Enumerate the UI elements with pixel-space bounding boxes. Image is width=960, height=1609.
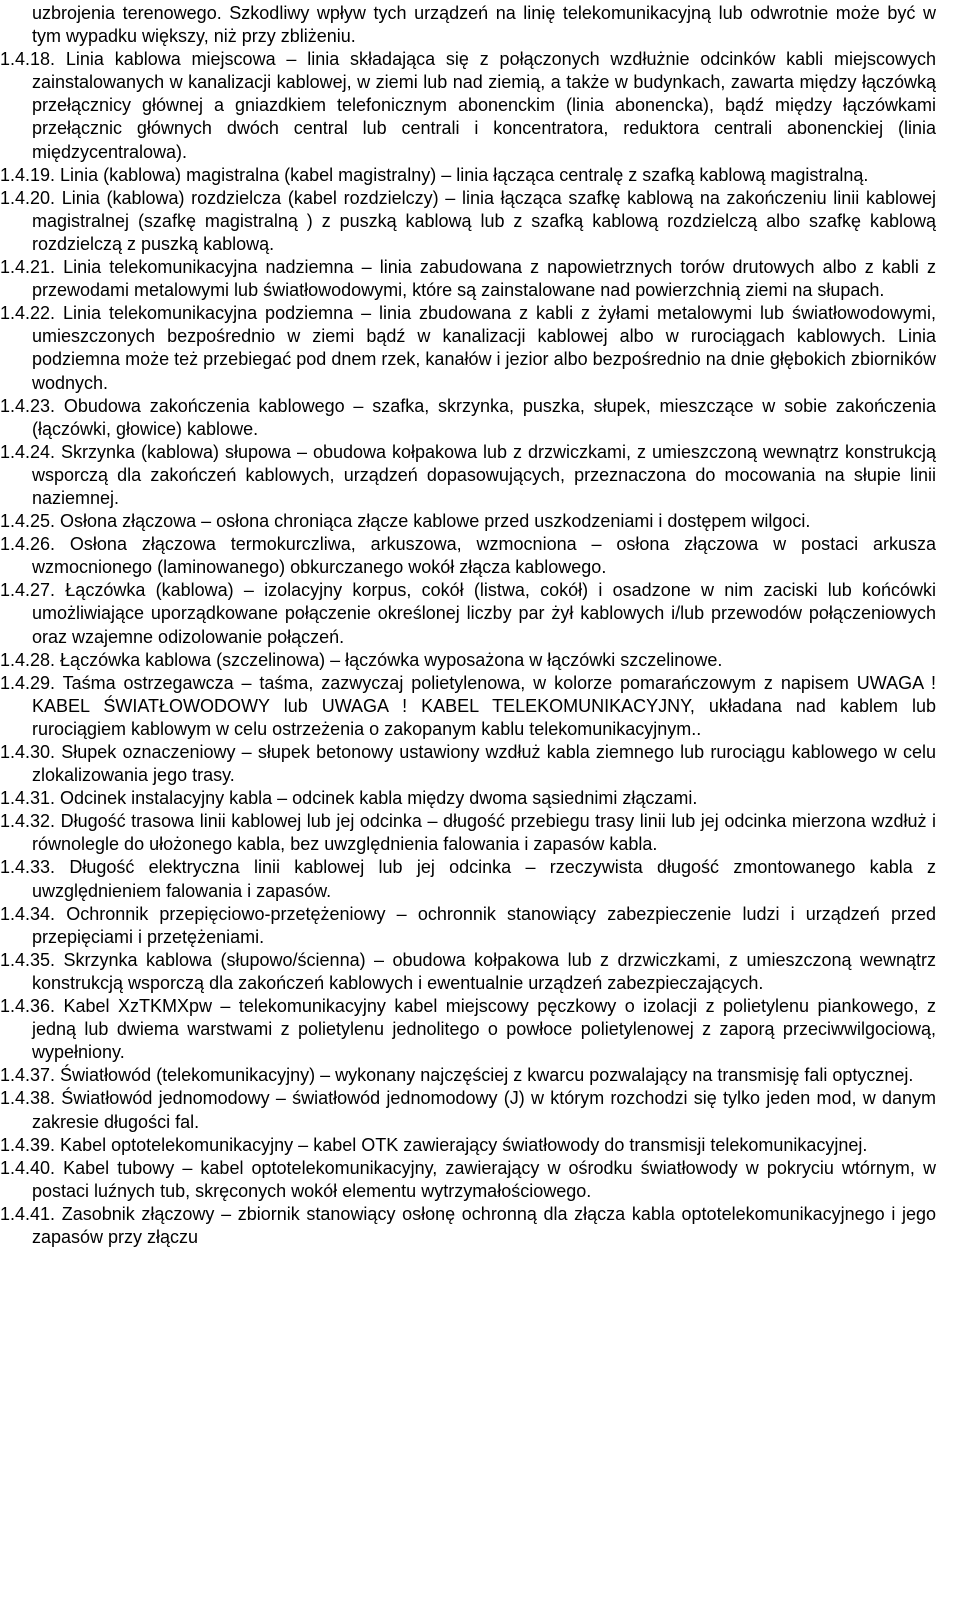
definition-text: Linia (kablowa) magistralna (kabel magistralny) – linia łącząca centralę z szafką kablową magistralną. [60, 164, 869, 185]
definition-number: 1.4.36. [0, 996, 64, 1017]
definitions-list [0, 48, 937, 1249]
definition-item [0, 649, 936, 672]
definition-text: Skrzynka kablowa (słupowo/ścienna) – obudowa kołpakowa lub z drzwiczkami, z umieszczoną wewnątrz konstrukcją wsporczą dla zakończeń kablowych i ewentualnie urządzeń zabezpieczających. [32, 949, 937, 993]
definition-number: 1.4.31. [0, 788, 61, 809]
definition-text: Osłona złączowa – osłona chroniąca złącze kablowe przed uszkodzeniami i dostępem wilgoci. [60, 511, 811, 532]
definition-item [0, 441, 936, 510]
definition-text: Linia telekomunikacyjna nadziemna – linia zabudowana z napowietrznych torów drutowych albo z kabli z przewodami metalowymi lub światłowodowymi, które są zainstalowane nad powierzchnią ziemi na słupach. [32, 257, 936, 301]
definition-text: Zasobnik złączowy – zbiornik stanowiący osłonę ochronną dla złącza kabla optotelekomunikacyjnego i jego zapasów przy złączu [32, 1203, 937, 1247]
definition-item [0, 903, 936, 949]
definition-item [0, 579, 936, 648]
definition-text: Światłowód jednomodowy – światłowód jednomodowy (J) w którym rozchodzi się tylko jeden mod, w danym zakresie długości fal. [32, 1088, 937, 1132]
definition-item [0, 672, 936, 741]
intro-paragraph: uzbrojenia terenowego. Szkodliwy wpływ tych urządzeń na linię telekomunikacyjną lub odwrotnie może być w tym wypadku większy, niż przy zbliżeniu. [32, 3, 936, 47]
definition-text: Skrzynka (kablowa) słupowa – obudowa kołpakowa lub z drzwiczkami, z umieszczoną wewnątrz konstrukcją wsporczą dla zakończeń kablowych, urządzeń dopasowujących, przeznaczona do mocowania na słupie linii naziemnej. [32, 441, 936, 508]
definition-text: Linia (kablowa) rozdzielcza (kabel rozdzielczy) – linia łącząca szafkę kablową na zakończeniu linii kablowej magistralnej (szafkę magistralną ) z puszką kablową lub z szafką kablową rozdzielczą albo szafkę kablową rozdzielczą z puszką kablową. [32, 187, 936, 254]
definition-text: Długość trasowa linii kablowej lub jej odcinka – długość przebiegu trasy linii lub jej odcinka mierzona wzdłuż i równolegle do ułożonego kabla, bez uwzględnienia falowania i zapasów kabla. [32, 811, 936, 855]
definition-item [0, 533, 936, 579]
definition-number: 1.4.26. [0, 534, 70, 555]
definition-text: Taśma ostrzegawcza – taśma, zazwyczaj polietylenowa, w kolorze pomarańczowym z napisem UWAGA ! KABEL ŚWIATŁOWODOWY lub UWAGA ! KABEL TELEKOMUNIKACYJNY, układana nad kablem lub rurociągiem kablowym w celu ostrzeżenia o zakopanym kablu telekomunikacyjnym.. [32, 672, 936, 739]
definition-number: 1.4.33. [0, 857, 70, 878]
definition-item [0, 949, 936, 995]
definition-item [0, 256, 936, 302]
definition-item [0, 1134, 936, 1157]
definition-text: Osłona złączowa termokurczliwa, arkuszowa, wzmocniona – osłona złączowa w postaci arkusza wzmocnionego (laminowanego) obkurczanego wokół złącza kablowego. [32, 534, 936, 578]
definition-item [0, 741, 936, 787]
definition-item [0, 187, 936, 256]
definition-number: 1.4.24. [0, 441, 62, 462]
definition-item [0, 395, 936, 441]
definition-text: Linia telekomunikacyjna podziemna – linia zbudowana z kabli z żyłami metalowymi lub światłowodowymi, umieszczonych bezpośrednio w ziemi bądź w kanalizacji kablowej albo w rurociągach kablowych. Linia podziemna może też przebiegać pod dnem rzek, kanałów i jezior albo bezpośrednio na dnie głębokich zbiorników wodnych. [32, 303, 936, 393]
definition-item [0, 1087, 936, 1133]
definition-text: Światłowód (telekomunikacyjny) – wykonany najczęściej z kwarcu pozwalający na transmisję fali optycznej. [60, 1065, 914, 1086]
definition-number: 1.4.28. [0, 649, 61, 670]
definition-number: 1.4.23. [0, 395, 64, 416]
definition-item [0, 810, 936, 856]
definition-item [0, 164, 936, 187]
definition-number: 1.4.40. [0, 1157, 64, 1178]
definition-item [0, 856, 936, 902]
document-page [0, 2, 937, 1249]
definition-text: Słupek oznaczeniowy – słupek betonowy ustawiony wzdłuż kabla ziemnego lub rurociągu kablowego w celu zlokalizowania jego trasy. [32, 742, 937, 786]
definition-item [0, 787, 936, 810]
definition-number: 1.4.35. [0, 949, 64, 970]
definition-number: 1.4.18. [0, 49, 66, 70]
definition-text: Kabel optotelekomunikacyjny – kabel OTK zawierający światłowody do transmisji telekomunikacyjnej. [60, 1134, 868, 1155]
definition-number: 1.4.34. [0, 903, 67, 924]
definition-number: 1.4.20. [0, 187, 62, 208]
definition-text: Linia kablowa miejscowa – linia składająca się z połączonych wzdłużnie odcinków kabli miejscowych zainstalowanych w kanalizacji kablowej, w ziemi lub nad ziemią, a także w budynkach, zawarta między łączówką przełącznicy głównej a gniazdkiem telefonicznym abonenckim (linia abonencka), bądź między łączówkami przełącznic głównych dwóch central lub centrali i koncentratora, reduktora centrali abonenckiej (linia międzycentralowa). [32, 49, 936, 162]
definition-number: 1.4.39. [0, 1134, 61, 1155]
definition-number: 1.4.22. [0, 303, 64, 324]
definition-item [0, 510, 936, 533]
definition-text: Łączówka kablowa (szczelinowa) – łączówka wyposażona w łączówki szczelinowe. [60, 649, 723, 670]
definition-number: 1.4.19. [0, 164, 61, 185]
definition-text: Odcinek instalacyjny kabla – odcinek kabla między dwoma sąsiednimi złączami. [60, 788, 698, 809]
definition-number: 1.4.32. [0, 811, 61, 832]
definition-item [0, 1203, 936, 1249]
definition-number: 1.4.30. [0, 742, 62, 762]
definition-item [0, 48, 936, 163]
definition-item [0, 1064, 936, 1087]
definition-text: Obudowa zakończenia kablowego – szafka, skrzynka, puszka, słupek, mieszczące w sobie zakończenia (łączówki, głowice) kablowe. [32, 395, 936, 439]
definition-number: 1.4.27. [0, 580, 66, 601]
definition-text: Kabel tubowy – kabel optotelekomunikacyjny, zawierający w ośrodku światłowody w pokryciu wtórnym, w postaci luźnych tub, skręconych wokół elementu wytrzymałościowego. [32, 1157, 936, 1201]
definition-text: Ochronnik przepięciowo-przetężeniowy – ochronnik stanowiący zabezpieczenie ludzi i urządzeń przed przepięciami i przetężeniami. [32, 903, 936, 947]
definition-text: Kabel XzTKMXpw – telekomunikacyjny kabel miejscowy pęczkowy o izolacji z polietylenu piankowego, z jedną lub dwiema warstwami z polietylenu jednolitego o powłoce polietylenowej z zaporą przeciwwilgociową, wypełniony. [32, 996, 937, 1063]
definition-item [0, 995, 936, 1064]
definition-text: Długość elektryczna linii kablowej lub jej odcinka – rzeczywista długość zmontowanego kabla z uwzględnieniem falowania i zapasów. [32, 857, 936, 901]
definition-item [0, 1157, 936, 1203]
definition-number: 1.4.25. [0, 511, 61, 532]
definition-number: 1.4.41. [0, 1203, 62, 1224]
definition-text: Łączówka (kablowa) – izolacyjny korpus, cokół (listwa, cokół) i osadzone w nim zaciski lub końcówki umożliwiające uporządkowane połączenie określonej liczby par żył kablowych i/lub przewodów połączeniowych oraz wzajemne odizolowanie połączeń. [32, 580, 936, 647]
definition-number: 1.4.38. [0, 1088, 62, 1109]
definition-number: 1.4.37. [0, 1065, 61, 1086]
definition-number: 1.4.29. [0, 672, 63, 693]
definition-item [0, 302, 936, 394]
definition-number: 1.4.21. [0, 257, 64, 278]
